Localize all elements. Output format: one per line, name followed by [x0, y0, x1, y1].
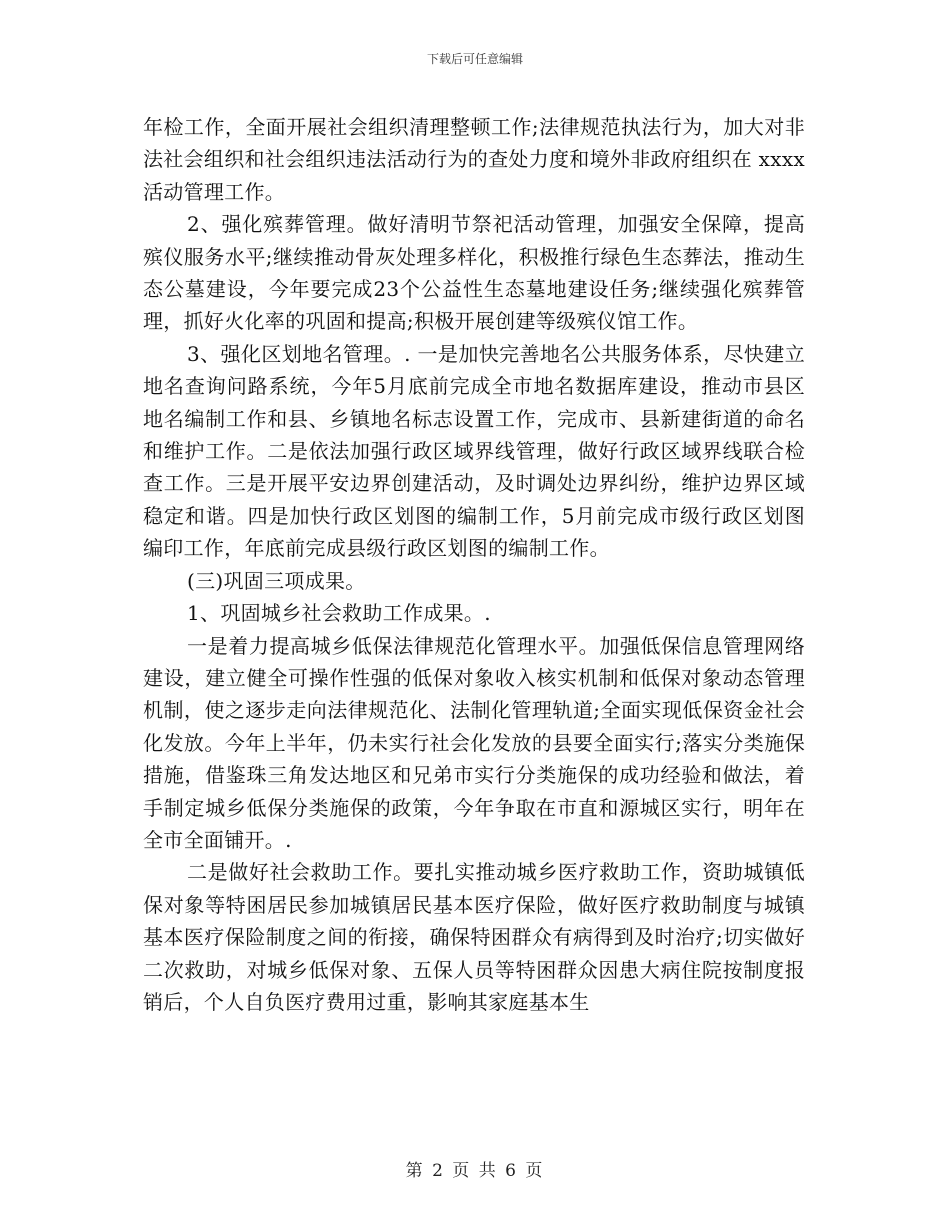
- paragraph-continuation: 年检工作，全面开展社会组织清理整顿工作;法律规范执法行为，加大对非法社会组织和社会组织违法活动行为的查处力度和境外非政府组织在 xxxx 活动管理工作。: [143, 115, 805, 204]
- paragraph-place-name-management: 3、强化区划地名管理。. 一是加快完善地名公共服务体系，尽快建立地名查询问路系统，今年5月底前完成全市地名数据库建设，推动市县区地名编制工作和县、乡镇地名标志设置工作，完成市、县新建街道的命名和维护工作。二是依法加强行政区域界线管理，做好行政区域界线联合检查工作。三是开展平安边界创建活动，及时调处边界纠纷，维护边界区域稳定和谐。四是加快行政区划图的编制工作，5月前完成市级行政区划图编印工作，年底前完成县级行政区划图的编制工作。: [143, 341, 805, 561]
- paragraph-minimum-living-guarantee: 一是着力提高城乡低保法律规范化管理水平。加强低保信息管理网络建设，建立健全可操作性强的低保对象收入核实机制和低保对象动态管理机制，使之逐步走向法律规范化、法制化管理轨道;全面实现低保资金社会化发放。今年上半年，仍未实行社会化发放的县要全面实行;落实分类施保措施，借鉴珠三角发达地区和兄弟市实行分类施保的成功经验和做法，着手制定城乡低保分类施保的政策，今年争取在市直和源城区实行，明年在全市全面铺开。.: [143, 633, 805, 852]
- subheading-social-assistance: 1、巩固城乡社会救助工作成果。.: [187, 601, 491, 626]
- page-number-footer: 第 2 页 共 6 页: [405, 1161, 545, 1181]
- document-body: [143, 111, 805, 1018]
- paragraph-funeral-management: 2、强化殡葬管理。做好清明节祭祀活动管理，加强安全保障，提高殡仪服务水平;继续推动骨灰处理多样化，积极推行绿色生态葬法，推动生态公墓建设，今年要完成23个公益性生态墓地建设任务;继续强化殡葬管理，抓好火化率的巩固和提高;积极开展创建等级殡仪馆工作。: [143, 212, 805, 334]
- section-heading-three-achievements: (三)巩固三项成果。: [187, 568, 366, 593]
- paragraph-social-assistance-work: 二是做好社会救助工作。要扎实推动城乡医疗救助工作，资助城镇低保对象等特困居民参加城镇居民基本医疗保险，做好医疗救助制度与城镇基本医疗保险制度之间的衔接，确保特困群众有病得到及时治疗;切实做好二次救助，对城乡低保对象、五保人员等特困群众因患大病住院按制度报销后，个人自负医疗费用过重，影响其家庭基本生: [143, 860, 805, 1014]
- page-header: 下载后可任意编辑: [426, 52, 523, 66]
